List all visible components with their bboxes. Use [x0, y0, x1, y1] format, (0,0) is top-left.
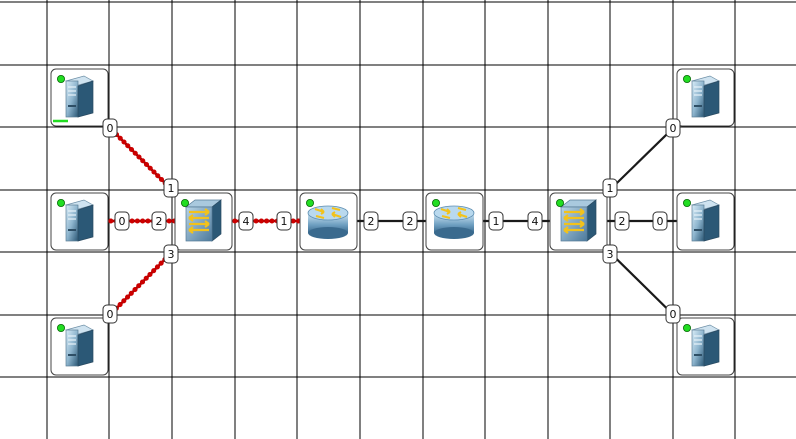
server-icon — [692, 200, 719, 241]
status-light-icon — [683, 324, 690, 331]
status-light-icon — [306, 199, 313, 206]
port-number: 2 — [618, 215, 626, 228]
device-pc-mid-left[interactable] — [51, 193, 108, 250]
port-label — [666, 119, 680, 137]
port-number: 1 — [606, 182, 614, 195]
port-label — [666, 305, 680, 323]
port-number: 2 — [406, 215, 414, 228]
device-pc-top-left[interactable] — [51, 69, 108, 126]
port-label — [615, 212, 629, 230]
device-router-left[interactable] — [300, 193, 357, 250]
port-number: 3 — [606, 248, 614, 261]
links — [79, 97, 705, 346]
port-number: 3 — [167, 248, 175, 261]
port-number: 0 — [656, 215, 664, 228]
server-icon — [66, 325, 93, 366]
port-number: 4 — [531, 215, 539, 228]
device-pc-bottom-left[interactable] — [51, 318, 108, 375]
device-pc-bottom-right[interactable] — [677, 318, 734, 375]
port-label — [239, 212, 253, 230]
port-number: 1 — [492, 215, 500, 228]
router-icon — [308, 206, 348, 239]
device-switch-left[interactable] — [175, 193, 232, 250]
port-number: 0 — [118, 215, 126, 228]
status-light-icon — [683, 75, 690, 82]
port-number: 0 — [669, 308, 677, 321]
port-label — [403, 212, 417, 230]
port-label — [603, 179, 617, 197]
port-label — [115, 212, 129, 230]
port-label — [364, 212, 378, 230]
port-label — [164, 179, 178, 197]
status-light-icon — [556, 199, 563, 206]
server-icon — [692, 325, 719, 366]
port-label — [103, 119, 117, 137]
status-light-icon — [57, 324, 64, 331]
port-label — [164, 245, 178, 263]
port-number: 1 — [280, 215, 288, 228]
server-icon — [66, 200, 93, 241]
device-pc-mid-right[interactable] — [677, 193, 734, 250]
port-label — [528, 212, 542, 230]
server-icon — [692, 76, 719, 117]
device-switch-right[interactable] — [550, 193, 607, 250]
port-label — [277, 212, 291, 230]
router-icon — [434, 206, 474, 239]
port-number: 0 — [106, 122, 114, 135]
server-icon — [66, 76, 93, 117]
port-number: 0 — [106, 308, 114, 321]
port-label — [103, 305, 117, 323]
port-number: 2 — [155, 215, 163, 228]
switch-icon — [561, 200, 596, 241]
device-router-right[interactable] — [426, 193, 483, 250]
status-light-icon — [181, 199, 188, 206]
status-light-icon — [683, 199, 690, 206]
port-number: 1 — [167, 182, 175, 195]
status-light-icon — [57, 199, 64, 206]
status-light-icon — [57, 75, 64, 82]
port-label — [489, 212, 503, 230]
device-pc-top-right[interactable] — [677, 69, 734, 126]
port-label — [653, 212, 667, 230]
port-number: 0 — [669, 122, 677, 135]
switch-icon — [186, 200, 221, 241]
status-light-icon — [432, 199, 439, 206]
port-number: 2 — [367, 215, 375, 228]
port-label — [152, 212, 166, 230]
port-label — [603, 245, 617, 263]
port-number: 4 — [242, 215, 250, 228]
